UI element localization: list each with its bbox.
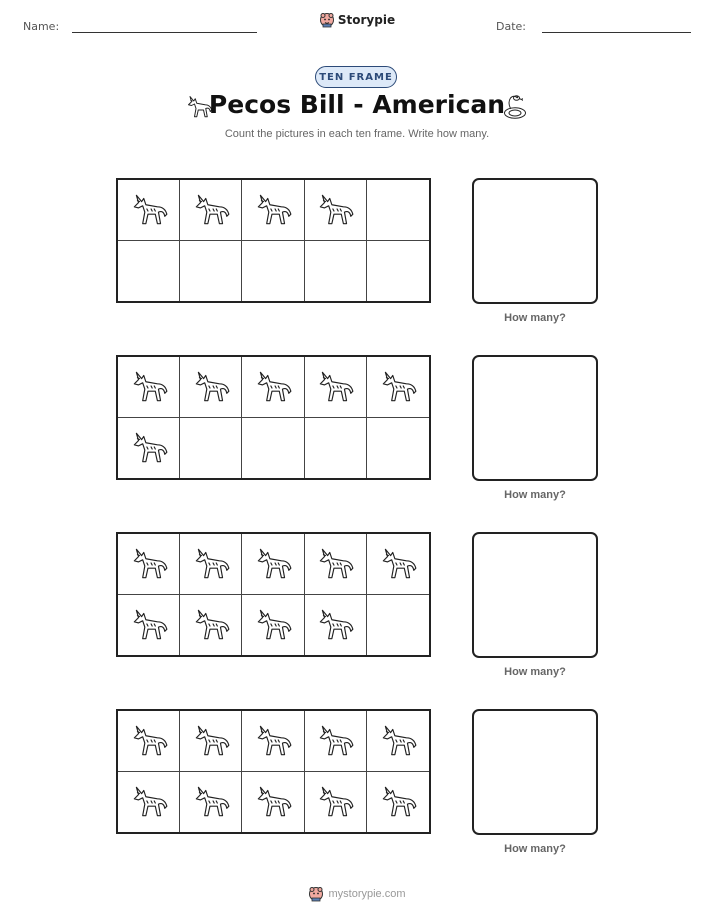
ten-frame-cell [242, 595, 304, 656]
ten-frame-cell [118, 357, 180, 418]
date-line[interactable] [542, 32, 691, 33]
ten-frame-cell [242, 772, 304, 833]
answer-box[interactable] [472, 532, 598, 658]
ten-frame-cell [242, 357, 304, 418]
coyote-icon [377, 781, 419, 823]
how-many-label: How many? [504, 666, 566, 678]
ten-frame-cell [242, 418, 304, 479]
ten-frame [116, 355, 431, 480]
ten-frame-cell [118, 534, 180, 595]
coyote-icon [252, 543, 294, 585]
coyote-icon [252, 781, 294, 823]
instructions: Count the pictures in each ten frame. Write how many. [224, 128, 490, 140]
ten-frame-cell [180, 418, 242, 479]
ten-frame-cell [242, 711, 304, 772]
coyote-icon [128, 543, 170, 585]
answer-box[interactable] [472, 709, 598, 835]
footer [0, 886, 714, 902]
coyote-icon [377, 543, 419, 585]
coyote-icon [252, 189, 294, 231]
ten-frame-cell [118, 418, 180, 479]
ten-frame-cell [367, 241, 429, 302]
ten-frame-cell [180, 357, 242, 418]
ten-frame-cell [242, 180, 304, 241]
ten-frame-cell [118, 595, 180, 656]
ten-frame-cell [180, 772, 242, 833]
coyote-icon [128, 720, 170, 762]
ten-frame-cell [305, 180, 367, 241]
coyote-icon [190, 543, 232, 585]
coyote-icon [252, 366, 294, 408]
how-many-label: How many? [504, 843, 566, 855]
name-label: Name: [23, 20, 60, 33]
name-line[interactable] [72, 32, 257, 33]
coyote-icon [128, 781, 170, 823]
ten-frame-cell [118, 241, 180, 302]
ten-frame-cell [367, 357, 429, 418]
date-label: Date: [496, 20, 526, 33]
ten-frame-cell [180, 595, 242, 656]
storypie-mascot-icon [319, 12, 335, 28]
coyote-icon [190, 720, 232, 762]
coyote-icon [128, 427, 170, 469]
coyote-icon [314, 781, 356, 823]
ten-frame-cell [367, 180, 429, 241]
ten-frame-cell [305, 241, 367, 302]
ten-frame-cell [305, 711, 367, 772]
ten-frame-cell [367, 534, 429, 595]
brand-logo [0, 12, 714, 28]
coyote-icon [314, 720, 356, 762]
ten-frame-badge: TEN FRAME [315, 66, 397, 88]
storypie-mascot-icon [308, 886, 324, 902]
coyote-icon [314, 366, 356, 408]
coyote-icon [252, 720, 294, 762]
answer-box[interactable] [472, 355, 598, 481]
ten-frame-cell [118, 711, 180, 772]
ten-frame-cell [305, 357, 367, 418]
coyote-icon [314, 604, 356, 646]
coyote-icon [128, 604, 170, 646]
coyote-icon [190, 366, 232, 408]
coyote-icon [190, 189, 232, 231]
how-many-label: How many? [504, 312, 566, 324]
footer-url: mystorypie.com [328, 888, 406, 900]
how-many-label: How many? [504, 489, 566, 501]
coyote-icon [314, 543, 356, 585]
page-title: Pecos Bill - American [208, 90, 506, 119]
ten-frame-cell [367, 711, 429, 772]
ten-frame [116, 709, 431, 834]
ten-frame-cell [118, 180, 180, 241]
ten-frame-cell [180, 711, 242, 772]
coyote-icon [314, 189, 356, 231]
rattlesnake-icon [500, 92, 530, 122]
coyote-icon [128, 366, 170, 408]
coyote-icon [377, 366, 419, 408]
ten-frame-cell [305, 534, 367, 595]
ten-frame-cell [180, 241, 242, 302]
brand-name: Storypie [337, 13, 396, 27]
ten-frame-cell [242, 534, 304, 595]
ten-frame [116, 178, 431, 303]
ten-frame-cell [305, 595, 367, 656]
ten-frame-cell [118, 772, 180, 833]
ten-frame-cell [180, 534, 242, 595]
answer-box[interactable] [472, 178, 598, 304]
coyote-icon [128, 189, 170, 231]
ten-frame-cell [367, 772, 429, 833]
coyote-icon [377, 720, 419, 762]
title-row [0, 90, 714, 126]
ten-frame-cell [367, 595, 429, 656]
coyote-icon [252, 604, 294, 646]
ten-frame [116, 532, 431, 657]
ten-frame-cell [305, 772, 367, 833]
ten-frame-cell [242, 241, 304, 302]
ten-frame-cell [180, 180, 242, 241]
ten-frame-cell [367, 418, 429, 479]
coyote-icon [190, 604, 232, 646]
coyote-icon [190, 781, 232, 823]
ten-frame-cell [305, 418, 367, 479]
